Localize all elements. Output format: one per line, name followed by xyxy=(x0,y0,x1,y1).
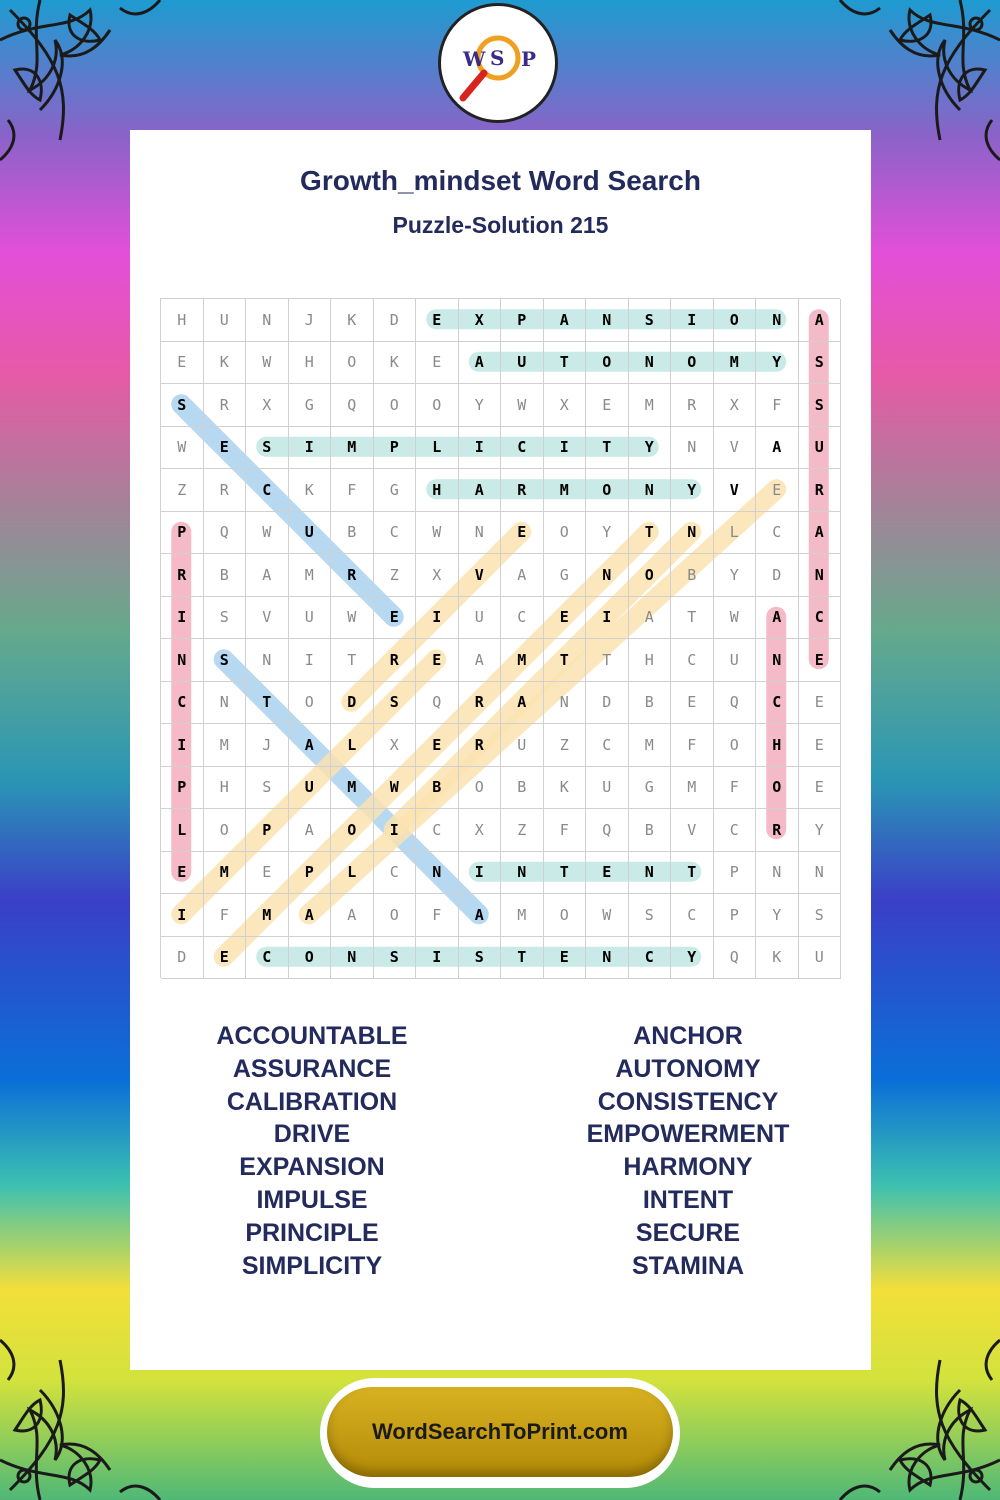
grid-cell: E xyxy=(544,937,587,980)
grid-cell: A xyxy=(289,809,332,852)
grid-cell: Y xyxy=(714,554,757,597)
grid-cell: C xyxy=(756,512,799,555)
grid-cell: W xyxy=(714,597,757,640)
grid-cell: T xyxy=(629,512,672,555)
grid-cell: C xyxy=(246,469,289,512)
grid-cell: N xyxy=(544,682,587,725)
grid-cell: R xyxy=(459,724,502,767)
grid-cell: K xyxy=(374,342,417,385)
grid-cell: N xyxy=(459,512,502,555)
grid-cell: A xyxy=(289,894,332,937)
grid-cell: V xyxy=(246,597,289,640)
grid-cell: P xyxy=(714,894,757,937)
grid-cell: T xyxy=(544,639,587,682)
grid-cell: F xyxy=(204,894,247,937)
grid-cell: Z xyxy=(374,554,417,597)
grid-cell: R xyxy=(204,469,247,512)
grid-cell: S xyxy=(374,937,417,980)
grid-cell: A xyxy=(501,554,544,597)
grid-cell: Y xyxy=(459,384,502,427)
grid-cell: E xyxy=(416,299,459,342)
word-list-item: EMPOWERMENT xyxy=(586,1120,790,1149)
grid-cell: N xyxy=(629,342,672,385)
grid-cell: A xyxy=(544,299,587,342)
grid-cell: R xyxy=(331,554,374,597)
grid-cell: E xyxy=(416,724,459,767)
grid-cell: D xyxy=(756,554,799,597)
grid-cell: P xyxy=(714,852,757,895)
grid-cell: E xyxy=(756,469,799,512)
grid-cell: M xyxy=(289,554,332,597)
word-list-item: IMPULSE xyxy=(256,1185,368,1214)
grid-cell: E xyxy=(416,342,459,385)
grid-cell: T xyxy=(544,852,587,895)
grid-cell: A xyxy=(459,639,502,682)
grid-cell: O xyxy=(586,342,629,385)
grid-cell: N xyxy=(416,852,459,895)
word-list-item: ASSURANCE xyxy=(232,1054,392,1083)
word-list-item: STAMINA xyxy=(631,1251,745,1280)
grid-cell: F xyxy=(756,384,799,427)
grid-cell: C xyxy=(416,809,459,852)
grid-cell: W xyxy=(331,597,374,640)
grid-cell: I xyxy=(459,427,502,470)
grid-cell: O xyxy=(374,894,417,937)
grid-cell: Z xyxy=(501,809,544,852)
grid-cell: U xyxy=(289,767,332,810)
grid-cell: U xyxy=(501,342,544,385)
grid-cell: D xyxy=(331,682,374,725)
grid-cell: O xyxy=(289,937,332,980)
grid-cell: H xyxy=(756,724,799,767)
grid-cell: A xyxy=(289,724,332,767)
grid-cell: T xyxy=(586,639,629,682)
grid-cell: N xyxy=(756,639,799,682)
grid-cell: I xyxy=(161,724,204,767)
grid-cell: H xyxy=(161,299,204,342)
grid-cell: M xyxy=(671,767,714,810)
grid-cell: R xyxy=(459,682,502,725)
word-list-item: INTENT xyxy=(642,1185,734,1214)
grid-cell: X xyxy=(459,809,502,852)
grid-cell: O xyxy=(331,342,374,385)
grid-cell: E xyxy=(204,427,247,470)
word-list-item: CALIBRATION xyxy=(226,1087,398,1116)
grid-cell: A xyxy=(756,597,799,640)
grid-cell: H xyxy=(204,767,247,810)
grid-cell: P xyxy=(161,767,204,810)
grid-cell: I xyxy=(459,852,502,895)
grid-cell: E xyxy=(416,639,459,682)
grid-cell: N xyxy=(331,937,374,980)
grid-cell: N xyxy=(799,852,842,895)
grid-cell: C xyxy=(671,639,714,682)
grid-cell: R xyxy=(501,469,544,512)
word-list-item: AUTONOMY xyxy=(615,1054,761,1083)
grid-cell: E xyxy=(501,512,544,555)
grid-cell: J xyxy=(289,299,332,342)
grid-cell: X xyxy=(459,299,502,342)
grid-cell: O xyxy=(714,724,757,767)
grid-cell: Y xyxy=(671,469,714,512)
grid-cell: E xyxy=(544,597,587,640)
word-list-right xyxy=(518,1020,858,1282)
grid-cell: S xyxy=(374,682,417,725)
grid-cell: L xyxy=(416,427,459,470)
grid-cell: R xyxy=(799,469,842,512)
grid-cell: C xyxy=(161,682,204,725)
grid-cell: O xyxy=(459,767,502,810)
grid-cell: M xyxy=(544,469,587,512)
word-list-item: SIMPLICITY xyxy=(241,1251,383,1280)
grid-cell: C xyxy=(756,682,799,725)
grid-cell: O xyxy=(756,767,799,810)
grid-cell: I xyxy=(586,597,629,640)
grid-cell: X xyxy=(246,384,289,427)
grid-cell: X xyxy=(544,384,587,427)
grid-cell: X xyxy=(416,554,459,597)
grid-cell: N xyxy=(246,639,289,682)
grid-cell: I xyxy=(161,894,204,937)
grid-cell: O xyxy=(544,512,587,555)
grid-cell: T xyxy=(544,342,587,385)
word-list-item: HARMONY xyxy=(623,1153,753,1182)
grid-cell: A xyxy=(459,342,502,385)
grid-cell: I xyxy=(374,809,417,852)
grid-cell: P xyxy=(374,427,417,470)
grid-cell: M xyxy=(331,427,374,470)
grid-cell: G xyxy=(629,767,672,810)
grid-cell: N xyxy=(204,682,247,725)
grid-cell: L xyxy=(331,852,374,895)
word-list-item: SECURE xyxy=(635,1218,741,1247)
grid-cell: S xyxy=(204,597,247,640)
grid-cell: U xyxy=(799,427,842,470)
grid-cell: E xyxy=(204,937,247,980)
grid-cell: E xyxy=(161,852,204,895)
word-list-item: PRINCIPLE xyxy=(245,1218,379,1247)
grid-cell: S xyxy=(799,342,842,385)
grid-cell: T xyxy=(246,682,289,725)
word-list-item: ACCOUNTABLE xyxy=(216,1022,408,1050)
grid-cell: M xyxy=(204,724,247,767)
grid-cell: S xyxy=(161,384,204,427)
grid-cell: A xyxy=(799,299,842,342)
grid-cell: V xyxy=(459,554,502,597)
grid-cell: O xyxy=(204,809,247,852)
logo-letter: W xyxy=(463,47,486,71)
grid-cell: C xyxy=(501,597,544,640)
grid-cell: S xyxy=(799,384,842,427)
grid-cell: Q xyxy=(416,682,459,725)
grid-cell: N xyxy=(586,299,629,342)
grid-cell: M xyxy=(629,384,672,427)
grid-cell: C xyxy=(629,937,672,980)
grid-cell: L xyxy=(714,512,757,555)
grid-cell: E xyxy=(586,384,629,427)
grid-cell: A xyxy=(459,469,502,512)
grid-cell: N xyxy=(501,852,544,895)
grid-cell: Y xyxy=(799,809,842,852)
grid-cell: M xyxy=(714,342,757,385)
grid-cell: B xyxy=(331,512,374,555)
grid-cell: U xyxy=(799,937,842,980)
grid-cell: E xyxy=(246,852,289,895)
grid-cell: A xyxy=(501,682,544,725)
grid-cell: Q xyxy=(204,512,247,555)
grid-cell: N xyxy=(799,554,842,597)
grid-cell: E xyxy=(671,682,714,725)
grid-cell: M xyxy=(246,894,289,937)
grid-cell: O xyxy=(374,384,417,427)
grid-cell: P xyxy=(246,809,289,852)
grid-cell: P xyxy=(161,512,204,555)
grid-cell: N xyxy=(586,554,629,597)
grid-cell: C xyxy=(714,809,757,852)
grid-cell: H xyxy=(289,342,332,385)
grid-cell: Y xyxy=(756,342,799,385)
grid-cell: O xyxy=(544,894,587,937)
grid-cell: U xyxy=(501,724,544,767)
grid-cell: O xyxy=(289,682,332,725)
grid-cell: Q xyxy=(714,682,757,725)
grid-cell: K xyxy=(331,299,374,342)
footer-badge[interactable] xyxy=(320,1378,680,1488)
grid-cell: E xyxy=(586,852,629,895)
grid-cell: K xyxy=(544,767,587,810)
grid-cell: E xyxy=(799,682,842,725)
grid-cell: J xyxy=(246,724,289,767)
grid-cell: D xyxy=(161,937,204,980)
grid-cell: W xyxy=(501,384,544,427)
grid-cell: L xyxy=(161,809,204,852)
footer-link[interactable]: WordSearchToPrint.com xyxy=(327,1387,673,1477)
word-list-item: ANCHOR xyxy=(633,1022,743,1050)
grid-cell: C xyxy=(586,724,629,767)
grid-cell: S xyxy=(204,639,247,682)
grid-cell: S xyxy=(246,427,289,470)
grid-cell: Y xyxy=(756,894,799,937)
grid-cell: B xyxy=(204,554,247,597)
grid-cell: W xyxy=(586,894,629,937)
word-list-item: CONSISTENCY xyxy=(597,1087,779,1116)
grid-cell: M xyxy=(501,639,544,682)
grid-cell: A xyxy=(629,597,672,640)
grid-cell: R xyxy=(374,639,417,682)
grid-cell: S xyxy=(629,299,672,342)
grid-cell: O xyxy=(671,342,714,385)
word-list-item: EXPANSION xyxy=(239,1153,385,1182)
grid-cell: B xyxy=(416,767,459,810)
grid-cell: W xyxy=(246,342,289,385)
grid-cell: S xyxy=(246,767,289,810)
grid-cell: G xyxy=(544,554,587,597)
grid-cell: C xyxy=(374,512,417,555)
grid-cell: K xyxy=(756,937,799,980)
grid-cell: F xyxy=(544,809,587,852)
grid-cell: T xyxy=(501,937,544,980)
grid-cell: I xyxy=(289,427,332,470)
grid-cell: I xyxy=(416,937,459,980)
grid-cell: U xyxy=(459,597,502,640)
grid-cell: E xyxy=(161,342,204,385)
grid-cell: V xyxy=(714,427,757,470)
grid-cell: E xyxy=(799,724,842,767)
letter-grid xyxy=(160,298,840,978)
grid-cell: S xyxy=(799,894,842,937)
grid-cell: R xyxy=(161,554,204,597)
logo-letter: S xyxy=(490,46,505,70)
grid-cell: U xyxy=(289,597,332,640)
grid-cell: B xyxy=(671,554,714,597)
logo-letter: P xyxy=(521,47,537,71)
word-list-item: DRIVE xyxy=(273,1120,351,1149)
grid-cell: C xyxy=(501,427,544,470)
grid-cell: B xyxy=(629,682,672,725)
grid-cell: H xyxy=(416,469,459,512)
magnifier-icon xyxy=(441,6,555,120)
grid-cell: U xyxy=(714,639,757,682)
grid-cell: X xyxy=(374,724,417,767)
grid-cell: O xyxy=(416,384,459,427)
grid-cell: M xyxy=(501,894,544,937)
grid-cell: F xyxy=(331,469,374,512)
grid-cell: I xyxy=(161,597,204,640)
grid-cell: P xyxy=(501,299,544,342)
grid-cell: T xyxy=(671,597,714,640)
grid-cell: N xyxy=(671,512,714,555)
grid-cell: H xyxy=(629,639,672,682)
grid-cell: F xyxy=(714,767,757,810)
grid-cell: E xyxy=(374,597,417,640)
grid-cell: V xyxy=(714,469,757,512)
grid-cell: A xyxy=(331,894,374,937)
grid-cell: C xyxy=(246,937,289,980)
grid-cell: M xyxy=(331,767,374,810)
grid-cell: Z xyxy=(161,469,204,512)
grid-cell: N xyxy=(246,299,289,342)
grid-cell: M xyxy=(204,852,247,895)
grid-cell: O xyxy=(629,554,672,597)
grid-cell: T xyxy=(331,639,374,682)
word-grid xyxy=(160,298,840,978)
grid-cell: F xyxy=(416,894,459,937)
grid-cell: G xyxy=(289,384,332,427)
grid-cell: Q xyxy=(331,384,374,427)
grid-cell: W xyxy=(374,767,417,810)
grid-cell: M xyxy=(629,724,672,767)
grid-cell: N xyxy=(756,299,799,342)
grid-cell: A xyxy=(756,427,799,470)
grid-cell: R xyxy=(204,384,247,427)
grid-cell: U xyxy=(586,767,629,810)
grid-cell: C xyxy=(799,597,842,640)
grid-cell: A xyxy=(246,554,289,597)
grid-cell: I xyxy=(544,427,587,470)
grid-cell: O xyxy=(586,469,629,512)
grid-cell: R xyxy=(756,809,799,852)
grid-cell: O xyxy=(714,299,757,342)
grid-cell: N xyxy=(671,427,714,470)
grid-cell: D xyxy=(586,682,629,725)
word-list-left xyxy=(142,1020,482,1282)
grid-cell: U xyxy=(204,299,247,342)
grid-cell: Q xyxy=(714,937,757,980)
grid-cell: Q xyxy=(586,809,629,852)
grid-cell: T xyxy=(586,427,629,470)
grid-cell: N xyxy=(629,469,672,512)
grid-cell: B xyxy=(629,809,672,852)
grid-cell: I xyxy=(671,299,714,342)
grid-cell: A xyxy=(459,894,502,937)
grid-cell: O xyxy=(331,809,374,852)
page-subtitle: Puzzle-Solution 215 xyxy=(392,212,609,238)
grid-cell: U xyxy=(289,512,332,555)
grid-cell: S xyxy=(629,894,672,937)
grid-cell: K xyxy=(204,342,247,385)
grid-cell: K xyxy=(289,469,332,512)
grid-cell: D xyxy=(374,299,417,342)
grid-cell: N xyxy=(756,852,799,895)
grid-cell: Y xyxy=(629,427,672,470)
grid-cell: W xyxy=(246,512,289,555)
grid-cell: A xyxy=(799,512,842,555)
grid-cell: N xyxy=(586,937,629,980)
grid-cell: P xyxy=(289,852,332,895)
grid-cell: V xyxy=(671,809,714,852)
site-logo[interactable] xyxy=(438,3,558,123)
grid-cell: B xyxy=(501,767,544,810)
grid-cell: T xyxy=(671,852,714,895)
grid-cell: X xyxy=(714,384,757,427)
grid-cell: W xyxy=(416,512,459,555)
grid-cell: N xyxy=(161,639,204,682)
grid-cell: S xyxy=(459,937,502,980)
grid-cell: G xyxy=(374,469,417,512)
grid-cell: I xyxy=(289,639,332,682)
grid-cell: E xyxy=(799,767,842,810)
grid-cell: C xyxy=(671,894,714,937)
grid-cell: L xyxy=(331,724,374,767)
grid-cell: Z xyxy=(544,724,587,767)
grid-cell: Y xyxy=(586,512,629,555)
grid-cell: E xyxy=(799,639,842,682)
grid-cell: R xyxy=(671,384,714,427)
grid-cell: F xyxy=(671,724,714,767)
grid-cell: C xyxy=(374,852,417,895)
grid-cell: W xyxy=(161,427,204,470)
page-title: Growth_mindset Word Search xyxy=(300,165,701,196)
grid-cell: Y xyxy=(671,937,714,980)
grid-cell: N xyxy=(629,852,672,895)
grid-cell: I xyxy=(416,597,459,640)
